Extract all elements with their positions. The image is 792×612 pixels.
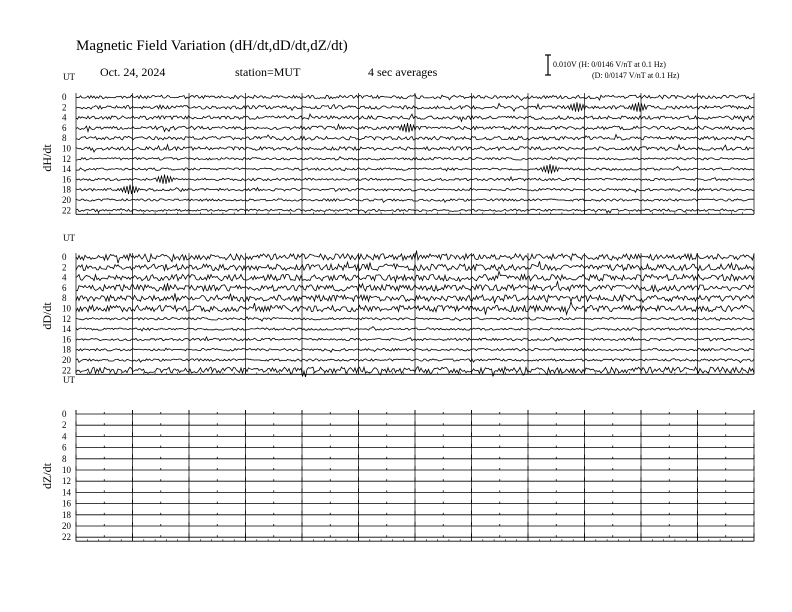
hour-label: 12 [62, 476, 71, 487]
hour-label: 4 [62, 272, 67, 283]
scale-value: 0.010V [553, 60, 577, 69]
averaging-label: 4 sec averages [368, 65, 438, 79]
hour-label: 14 [62, 324, 71, 335]
ut-label: UT [63, 375, 75, 385]
scale-d-sensitivity: (D: 0/0147 V/nT at 0.1 Hz) [592, 71, 680, 80]
hour-label: 22 [62, 532, 71, 543]
hour-label: 20 [62, 355, 71, 365]
hour-label: 0 [62, 92, 67, 102]
ut-label: UT [63, 72, 75, 82]
ut-label: UT [63, 233, 75, 243]
date-label: Oct. 24, 2024 [100, 65, 166, 79]
hour-label: 4 [62, 112, 67, 123]
panel-dhdt [40, 72, 754, 215]
hour-label: 22 [62, 365, 71, 376]
hour-label: 16 [62, 498, 71, 509]
hour-label: 2 [62, 262, 67, 273]
hour-label: 0 [62, 409, 67, 419]
hour-label: 12 [62, 313, 71, 324]
hour-label: 10 [62, 143, 71, 154]
hour-label: 18 [62, 509, 71, 520]
hour-label: 0 [62, 252, 67, 262]
panel-dzdt [40, 375, 754, 542]
hour-label: 2 [62, 102, 67, 113]
chart-title: Magnetic Field Variation (dH/dt,dD/dt,dZ/dt) [76, 38, 348, 54]
hour-label: 12 [62, 153, 71, 164]
scale-h-sensitivity: (H: 0/0146 V/nT at 0.1 Hz) [578, 60, 666, 69]
hour-label: 20 [62, 521, 71, 531]
hour-label: 18 [62, 344, 71, 355]
panel-ylabel: dD/dt [40, 302, 54, 330]
station-label: station=MUT [235, 65, 301, 79]
hour-label: 18 [62, 184, 71, 195]
hour-label: 14 [62, 487, 71, 498]
hour-label: 20 [62, 195, 71, 205]
hour-label: 14 [62, 164, 71, 175]
hour-label: 10 [62, 465, 71, 475]
hour-label: 8 [62, 133, 67, 144]
hour-label: 16 [62, 174, 71, 185]
hour-label: 6 [62, 282, 67, 293]
hour-label: 10 [62, 303, 71, 314]
panel-ylabel: dH/dt [40, 144, 54, 172]
hour-label: 4 [62, 431, 67, 442]
scale-bar [545, 55, 551, 75]
hour-label: 2 [62, 420, 67, 431]
hour-label: 8 [62, 453, 67, 464]
hour-label: 22 [62, 205, 71, 216]
hour-label: 6 [62, 442, 67, 453]
hour-label: 8 [62, 293, 67, 304]
panel-ylabel: dZ/dt [40, 463, 54, 489]
hour-label: 6 [62, 122, 67, 133]
hour-label: 16 [62, 334, 71, 345]
panel-dddt [40, 233, 754, 377]
